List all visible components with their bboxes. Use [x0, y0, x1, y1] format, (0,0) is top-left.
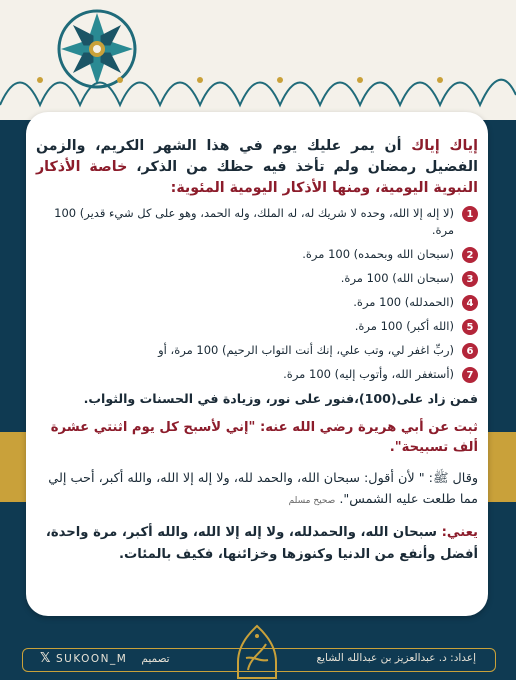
hadith-prophet-text: وقال ﷺ: " لأن أقول: سبحان الله، والحمد لله، ولا إله إلا الله، والله أكبر، أحب إلي مما طلعت عليه الشمس". [48, 471, 478, 507]
x-logo-icon: 𝕏 [40, 651, 52, 666]
list-item-text: (الله أكبر) 100 مرة. [354, 319, 454, 333]
intro-text: أن يمر عليك يوم في هذا الشهر الكريم، والزمن الفضيل رمضان ولم تأخذ فيه حظك من الذكر، [36, 138, 478, 175]
list-item-text: (سبحان الله) 100 مرة. [340, 271, 454, 285]
hadith-abu-hurairah: ثبت عن أبي هريرة رضي الله عنه: "إني لأسبح كل يوم اثنتي عشرة ألف تسبيحة". [50, 420, 478, 455]
list-item-text: (لا إله إلا الله، وحده لا شريك له، له الملك، وله الحمد، وهو على كل شيء قدير) 100 مرة. [54, 206, 454, 237]
dhikr-list [36, 205, 478, 383]
hadith-citation: صحيح مسلم [288, 496, 336, 506]
ramadan-emblem-icon [228, 622, 286, 680]
number-badge: 6 [462, 343, 478, 359]
list-item-text: (الحمدلله) 100 مرة. [353, 295, 454, 309]
list-item-text: (سبحان الله وبحمده) 100 مرة. [302, 247, 454, 261]
list-item [36, 342, 478, 359]
final-lead: يعني: [437, 525, 478, 540]
intro-paragraph [36, 136, 478, 199]
number-badge: 7 [462, 367, 478, 383]
intro-key: إياك إياك [411, 138, 478, 154]
number-badge: 2 [462, 247, 478, 263]
arches-ornament-icon [0, 50, 516, 110]
footer-prepared-by: إعداد: د. عبدالعزيز بن عبدالله الشايع [316, 652, 476, 664]
list-item-text: (ربِّ اغفر لي، وتب علي، إنك أنت التواب الرحيم) 100 مرة، أو [158, 343, 454, 357]
intro-accent: خاصة الأذكار النبوية اليومية، ومنها الأذكار اليومية المئوية: [36, 159, 478, 196]
list-item [36, 318, 478, 335]
footer-design-label: تصميم [141, 652, 170, 665]
footer-handle: SUKOON_M [55, 652, 128, 665]
footer-design-credit [40, 651, 170, 666]
number-badge: 5 [462, 319, 478, 335]
content-body [36, 136, 478, 576]
list-item [36, 366, 478, 383]
extra-note: فمن زاد على(100)،فنور على نور، وزيادة في الحسنات والثواب. [83, 391, 478, 406]
number-badge: 3 [462, 271, 478, 287]
hadith-prophet [36, 468, 478, 512]
list-item [36, 246, 478, 263]
final-paragraph [36, 522, 478, 566]
list-item [36, 294, 478, 311]
list-item [36, 205, 478, 239]
number-badge: 1 [462, 206, 478, 222]
list-item-text: (أستغفر الله، وأتوب إليه) 100 مرة. [283, 367, 454, 381]
final-text: سبحان الله، والحمدلله، ولا إله إلا الله، والله أكبر، مرة واحدة، أفضل وأنفع من الدنيا وكنوزها وخزائنها، فكيف بالمئات. [45, 525, 478, 562]
number-badge: 4 [462, 295, 478, 311]
list-item [36, 270, 478, 287]
